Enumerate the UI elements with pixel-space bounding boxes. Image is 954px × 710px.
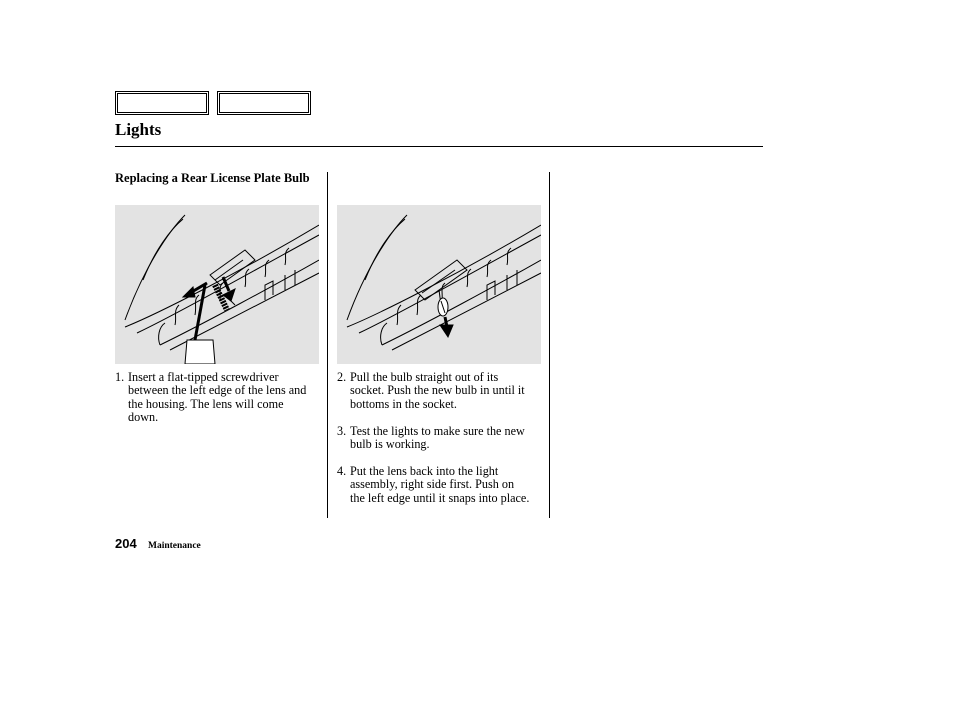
step-text: Put the lens back into the light assembly, right side first. Push on the left edge until it snaps into place. xyxy=(350,463,530,505)
section-heading: Replacing a Rear License Plate Bulb xyxy=(115,171,310,185)
steps-column-2 xyxy=(337,371,531,518)
step-item xyxy=(115,371,309,425)
illustration-pull-bulb xyxy=(337,205,541,364)
bulb-removal-drawing xyxy=(337,205,541,364)
column-divider-2 xyxy=(549,172,550,518)
column-divider-1 xyxy=(327,172,328,518)
step-item xyxy=(337,465,531,505)
nav-tab-2[interactable] xyxy=(217,91,311,115)
title-divider xyxy=(115,146,763,147)
step-number: 4. xyxy=(337,463,347,478)
step-number: 3. xyxy=(337,423,347,438)
page-number: 204 xyxy=(115,536,137,551)
step-number: 1. xyxy=(115,370,125,384)
step-text: Pull the bulb straight out of its socket. Push the new bulb in until it bottoms in the socket. xyxy=(350,370,525,411)
lens-removal-drawing xyxy=(115,205,319,364)
step-number: 2. xyxy=(337,370,347,384)
step-text: Insert a flat-tipped screwdriver between the left edge of the lens and the housing. The lens will come down. xyxy=(128,370,307,425)
steps-column-1 xyxy=(115,371,309,438)
step-text: Test the lights to make sure the new bulb is working. xyxy=(350,423,525,452)
step-item xyxy=(337,371,531,411)
footer-section-name: Maintenance xyxy=(148,541,201,551)
step-item xyxy=(337,425,531,452)
illustration-remove-lens xyxy=(115,205,319,364)
page-title: Lights xyxy=(115,120,162,139)
nav-tab-1[interactable] xyxy=(115,91,209,115)
